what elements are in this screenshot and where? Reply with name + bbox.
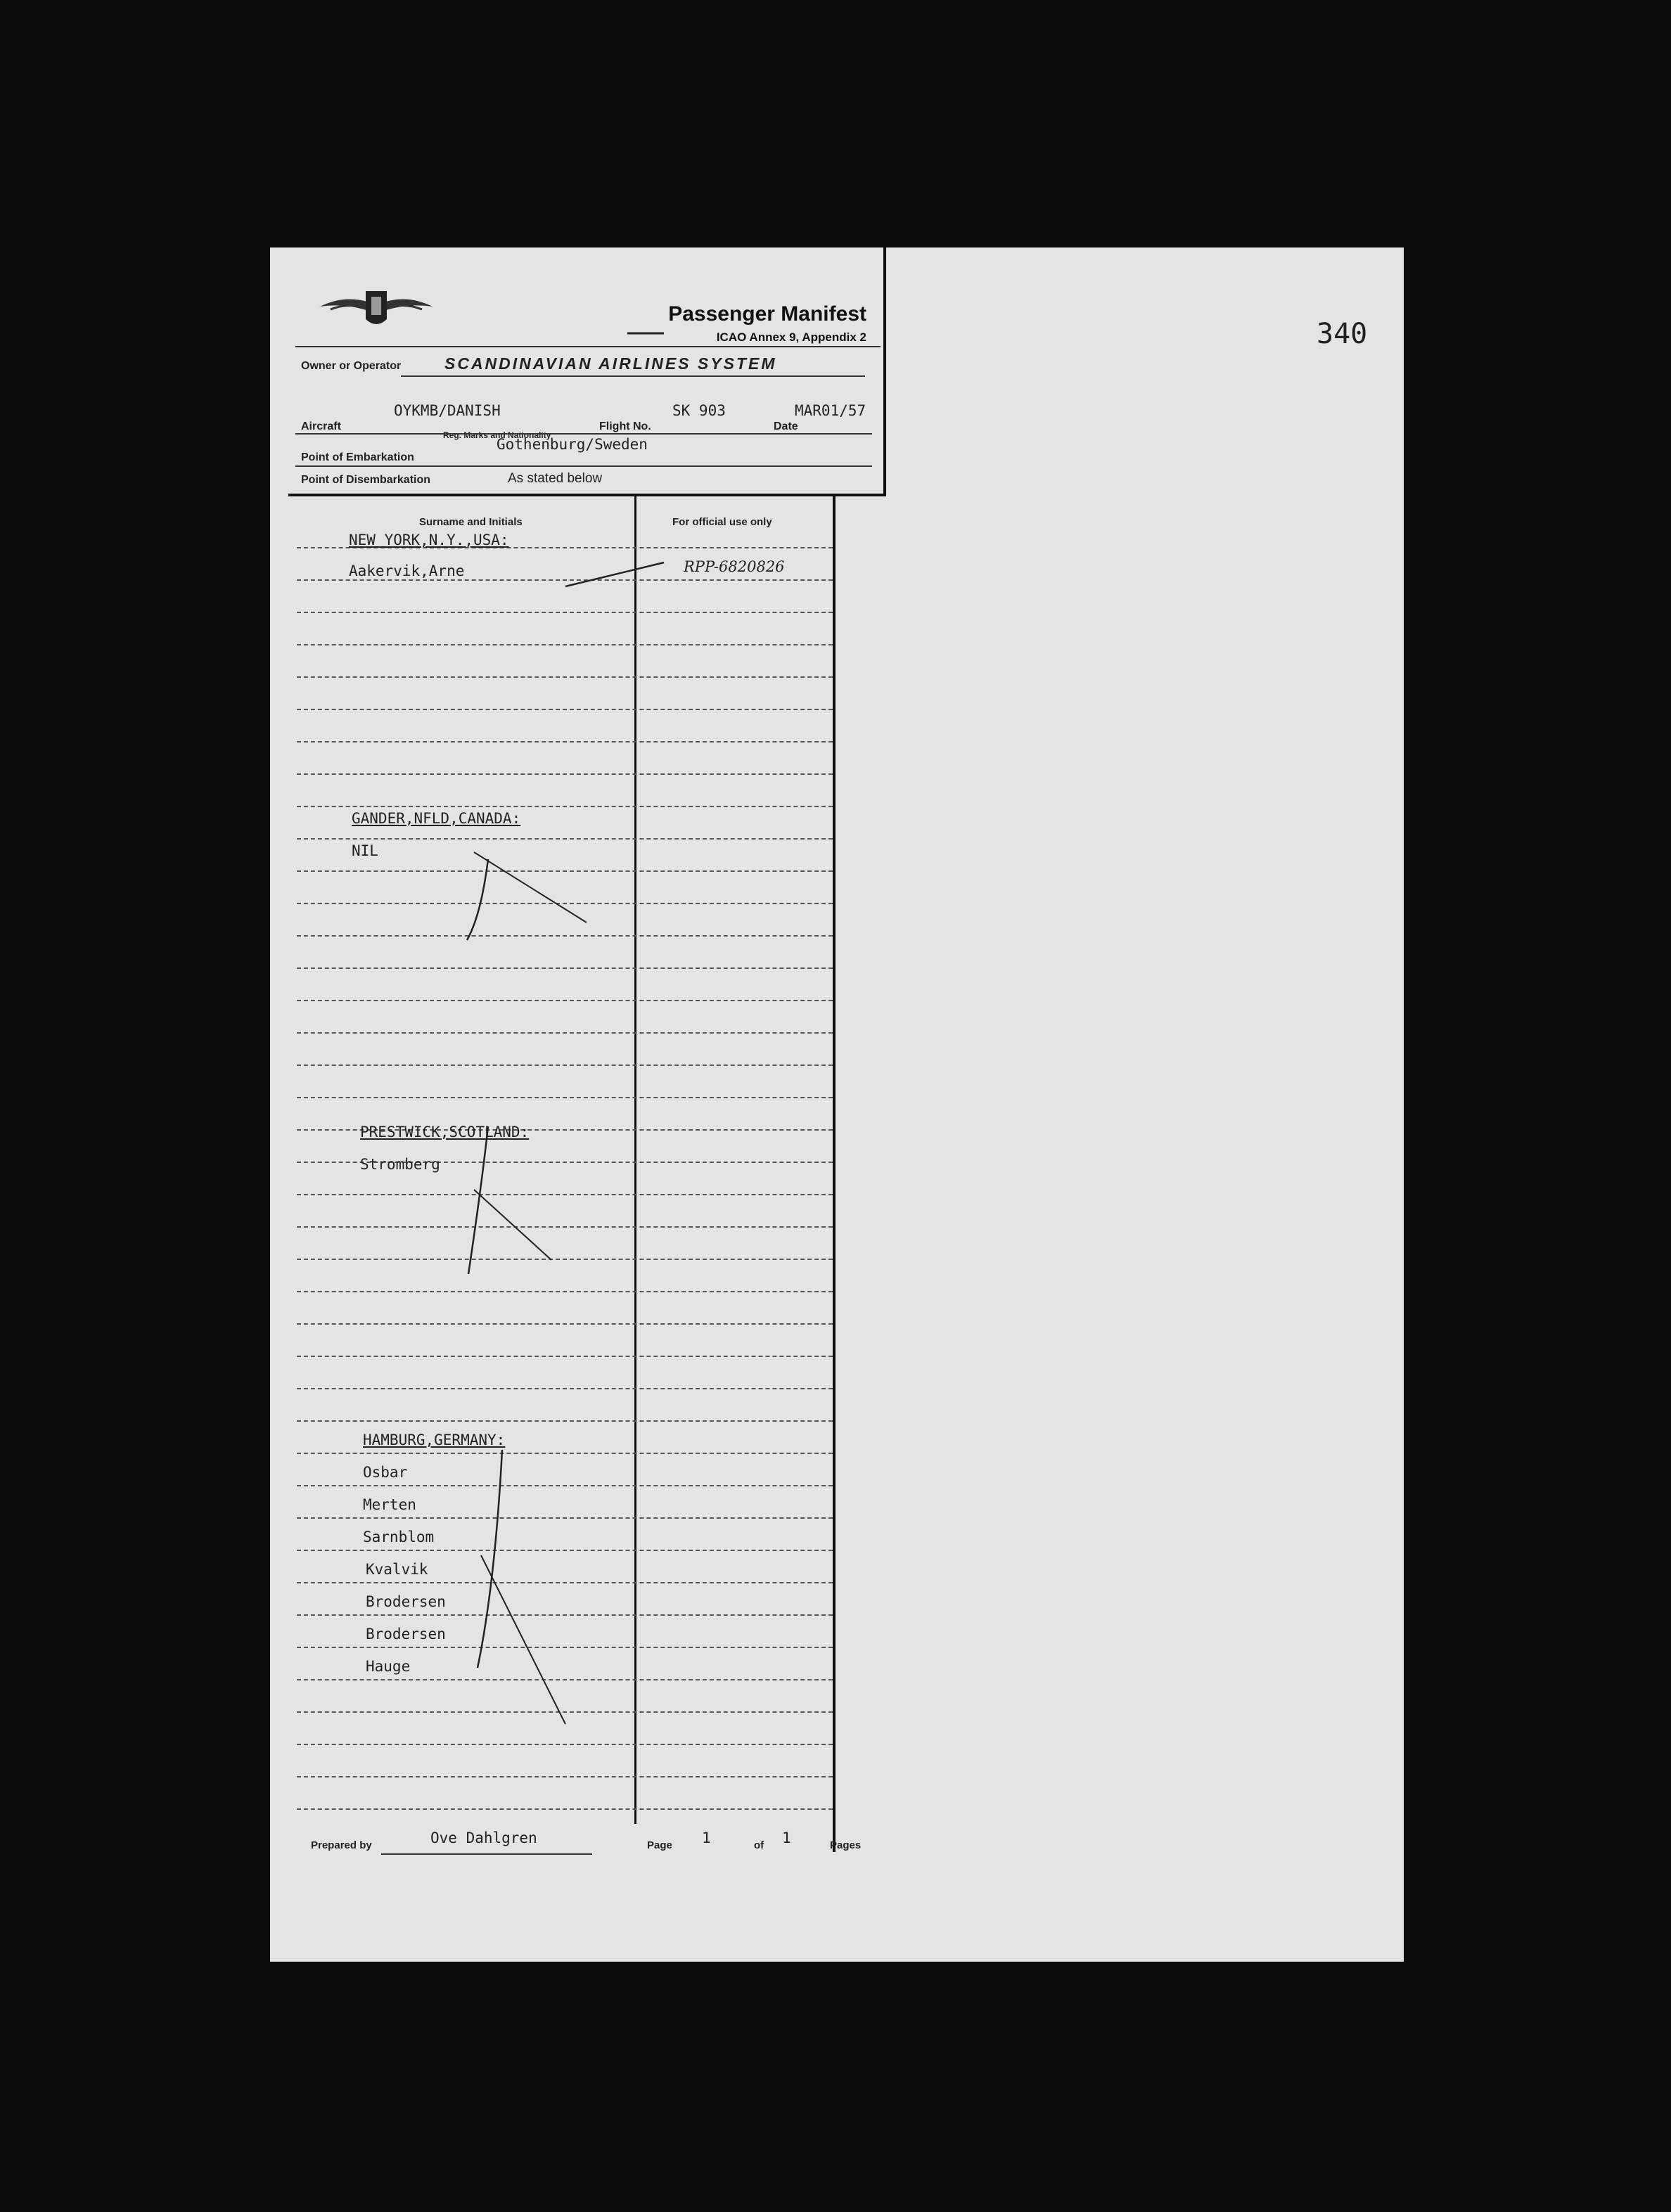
date-value: MAR01/57 (795, 402, 866, 419)
passenger-name: Kvalvik (366, 1561, 428, 1578)
destination-heading: GANDER,NFLD,CANADA: (352, 810, 521, 827)
aircraft-label: Aircraft (301, 420, 341, 432)
passenger-name: Brodersen (366, 1593, 446, 1610)
disembarkation-value: As stated below (508, 471, 603, 486)
aircraft-value: OYKMB/DANISH (394, 402, 501, 419)
owner-label: Owner or Operator (301, 360, 402, 372)
passenger-name: Merten (363, 1496, 416, 1513)
manifest-sheet (270, 247, 1404, 1962)
page-number: 1 (702, 1830, 711, 1846)
embarkation-value: Gothenburg/Sweden (497, 436, 648, 453)
disembarkation-label: Point of Disembarkation (301, 474, 431, 486)
passenger-name: NIL (352, 842, 378, 859)
page-stamp: 340 (1317, 318, 1368, 350)
destination-heading: NEW YORK,N.Y.,USA: (349, 532, 509, 548)
surname-column-header: Surname and Initials (419, 516, 523, 528)
pages-label: Pages (830, 1839, 862, 1851)
destination-heading: PRESTWICK,SCOTLAND: (360, 1124, 530, 1140)
pages-total: 1 (782, 1830, 791, 1846)
prepared-by-value: Ove Dahlgren (430, 1830, 537, 1846)
reg-marks-label: Reg. Marks and Nationality (443, 430, 551, 440)
passenger-name: Hauge (366, 1658, 411, 1675)
official-use-note: RPP-6820826 (684, 558, 785, 575)
embarkation-label: Point of Embarkation (301, 451, 414, 463)
handwritten-marks (270, 247, 1404, 1962)
destination-heading: HAMBURG,GERMANY: (363, 1432, 506, 1448)
official-use-column-header: For official use only (672, 516, 772, 528)
of-label: of (754, 1839, 764, 1851)
passenger-name: Osbar (363, 1464, 408, 1481)
form-subtitle: ICAO Annex 9, Appendix 2 (716, 330, 866, 344)
page-label: Page (647, 1839, 672, 1851)
prepared-by-label: Prepared by (311, 1839, 372, 1851)
operator-value: SCANDINAVIAN AIRLINES SYSTEM (444, 354, 777, 373)
passenger-name: Brodersen (366, 1626, 446, 1642)
flight-no-label: Flight No. (599, 420, 651, 432)
date-label: Date (774, 420, 798, 432)
form-title: Passenger Manifest (668, 302, 866, 326)
flight-no-value: SK 903 (672, 402, 726, 419)
passenger-name: Aakervik,Arne (349, 562, 465, 579)
passenger-name: Sarnblom (363, 1529, 435, 1545)
passenger-name: Stromberg (360, 1156, 440, 1173)
